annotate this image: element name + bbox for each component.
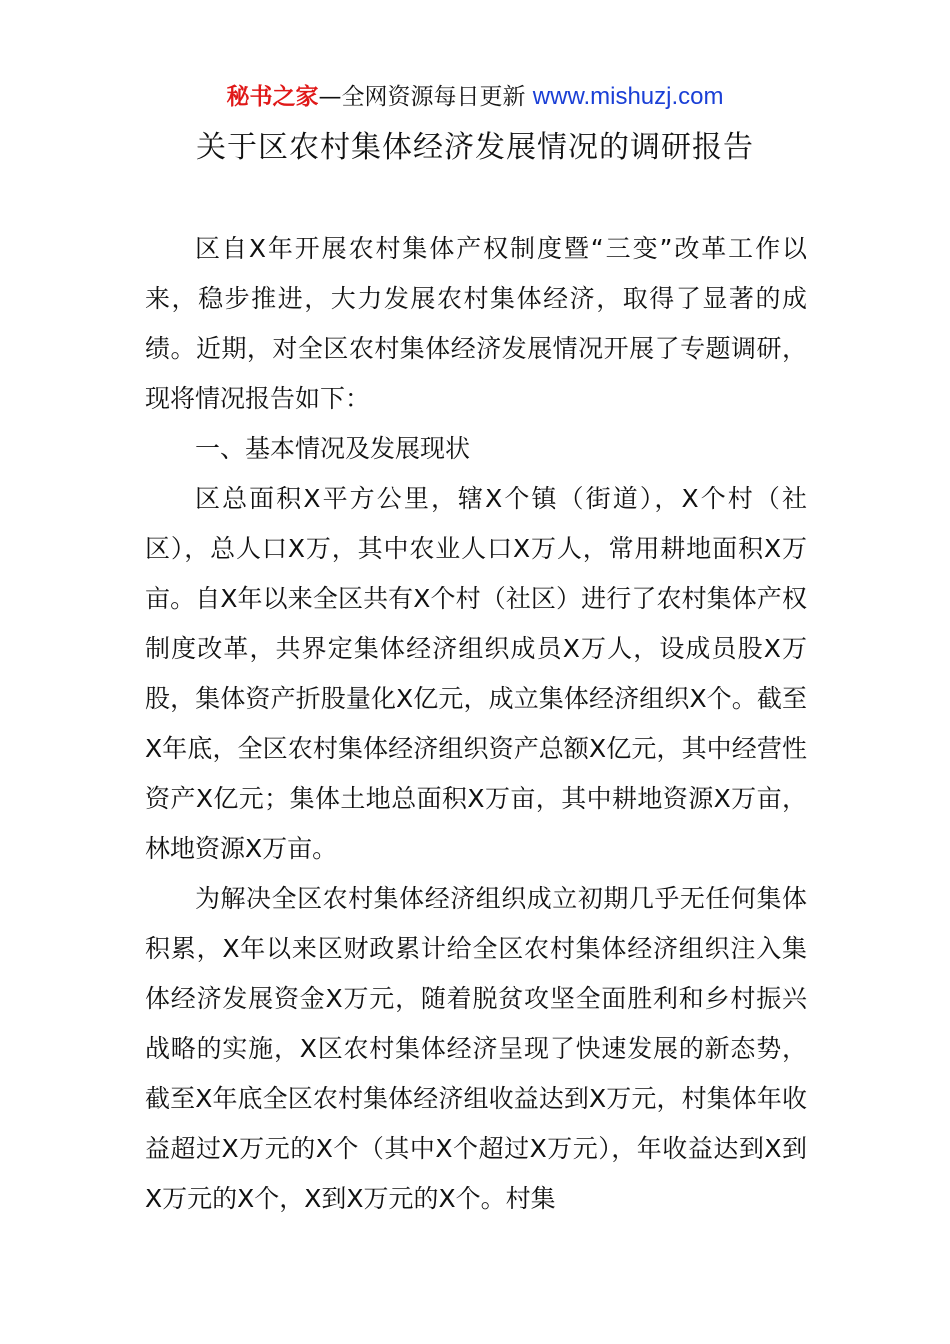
site-tagline: —全网资源每日更新	[318, 84, 526, 110]
development-paragraph: 为解决全区农村集体经济组织成立初期几乎无任何集体积累，X年以来区财政累计给全区农村集体经济组织注入集体经济发展资金X万元，随着脱贫攻坚全面胜利和乡村振兴战略的实施，X区农村集体经济呈现了快速发展的新态势，截至X年底全区农村集体经济组收益达到X万元，村集体年收益超过X万元的X个（其中X个超过X万元），年收益达到X到X万元的X个，X到X万元的X个。村集	[145, 884, 807, 1213]
basic-situation-paragraph: 区总面积X平方公里，辖X个镇（街道），X个村（社区），总人口X万，其中农业人口X万人，常用耕地面积X万亩。自X年以来全区共有X个村（社区）进行了农村集体产权制度改革，共界定集体经济组织成员X万人，设成员股X万股，集体资产折股量化X亿元，成立集体经济组织X个。截至X年底，全区农村集体经济组织资产总额X亿元，其中经营性资产X亿元；集体土地总面积X万亩，其中耕地资源X万亩，林地资源X万亩。	[145, 484, 807, 863]
site-url-link[interactable]: www.mishuzj.com	[532, 83, 724, 110]
site-brand: 秘书之家	[226, 84, 319, 110]
document-title: 关于区农村集体经济发展情况的调研报告	[196, 130, 754, 165]
intro-paragraph: 区自X年开展农村集体产权制度暨“三变”改革工作以来，稳步推进，大力发展农村集体经济，取得了显著的成绩。近期，对全区农村集体经济发展情况开展了专题调研，现将情况报告如下：	[145, 234, 807, 413]
section-heading: 一、基本情况及发展现状	[195, 434, 471, 463]
site-header	[0, 80, 950, 114]
document-body	[145, 224, 807, 1224]
